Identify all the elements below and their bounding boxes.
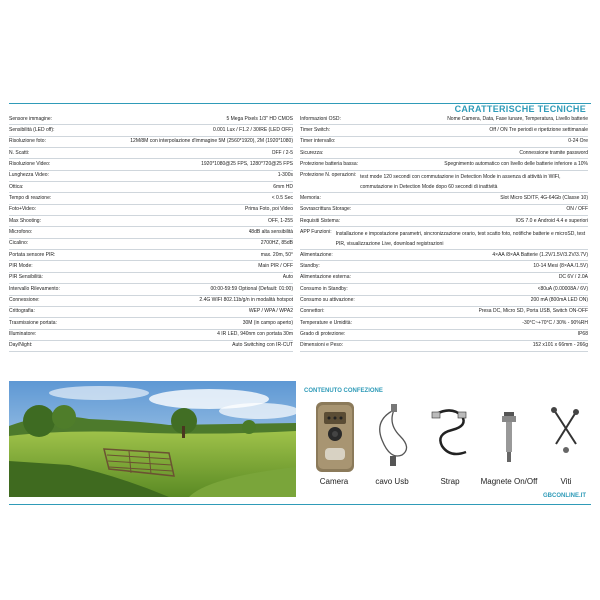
website-label: GBCONLINE.IT xyxy=(543,493,586,499)
package-title: CONTENUTO CONFEZIONE xyxy=(304,388,383,394)
package-item-label: Magnete On/Off xyxy=(480,477,538,486)
spec-value: ON / OFF xyxy=(566,206,588,213)
spec-row xyxy=(9,205,293,216)
strap-icon xyxy=(422,400,478,475)
spec-value: 00:00-59:59 Optional (Default: 01:00) xyxy=(210,285,293,292)
spec-label: N. Scatti: xyxy=(9,149,30,156)
spec-label: Trasmissione portata: xyxy=(9,319,57,326)
spec-value: Slot Micro SD/TF, 4G-64Gb (Classe 10) xyxy=(500,195,588,201)
spec-row xyxy=(300,250,588,261)
spec-value: DC 6V / 2.0A xyxy=(558,274,588,281)
spec-label: Max Shooting: xyxy=(9,217,41,224)
spec-row xyxy=(9,148,293,159)
spec-label: Grado di protezione: xyxy=(300,331,346,338)
spec-label: Day/Night: xyxy=(9,342,33,349)
package-item-label: cavo Usb xyxy=(375,477,409,486)
magnet-icon xyxy=(478,400,540,475)
spec-value: 10-14 Mesi (8×AA /1.5V) xyxy=(533,263,588,270)
spec-row xyxy=(9,261,293,272)
spec-row xyxy=(9,250,293,261)
package-item-usb-cable xyxy=(364,400,420,496)
spec-label: Connettori: xyxy=(300,308,325,315)
package-item-label: Strap xyxy=(440,477,460,486)
spec-row xyxy=(300,205,588,216)
spec-row xyxy=(9,193,293,204)
spec-label: Crittografia: xyxy=(9,308,35,315)
spec-label: Tempo di reazione: xyxy=(9,195,52,201)
spec-label: Consumo su attivazione: xyxy=(300,297,355,304)
spec-row xyxy=(9,159,293,170)
spec-label: Alimentazione: xyxy=(300,251,333,258)
right-specs-table xyxy=(300,114,588,352)
spec-value: Connessione tramite password xyxy=(519,149,588,156)
spec-value: OFF, 1-255 xyxy=(267,217,293,224)
spec-row xyxy=(9,114,293,125)
spec-label: APP Funzioni: xyxy=(300,229,332,236)
spec-row xyxy=(9,284,293,295)
spec-row xyxy=(300,159,588,170)
spec-value: Prima Foto, poi Video xyxy=(245,206,293,213)
package-items xyxy=(304,400,590,496)
spec-label: Risoluzione foto: xyxy=(9,138,46,145)
spec-row xyxy=(300,227,588,250)
package-item-screws xyxy=(542,400,590,496)
spec-value: IP68 xyxy=(577,331,588,338)
spec-row xyxy=(300,296,588,307)
spec-label: Sensibilità (LED off): xyxy=(9,126,55,133)
spec-value: Auto xyxy=(282,274,293,281)
spec-value: Spegnimento automatico con livello delle batterie inferiore a 10% xyxy=(444,160,588,167)
spec-label: Sensore immagine: xyxy=(9,115,53,122)
spec-row xyxy=(300,307,588,318)
spec-value: 200 mA (800mA LED ON) xyxy=(530,297,588,304)
spec-row xyxy=(300,341,588,352)
spec-value: 48dB alta sensibilità xyxy=(248,229,293,236)
spec-row xyxy=(300,216,588,227)
left-specs-table xyxy=(9,114,293,352)
spec-row xyxy=(9,227,293,238)
spec-label: Illuminatore: xyxy=(9,331,37,338)
spec-row xyxy=(9,216,293,227)
package-item-magnet xyxy=(478,400,540,496)
spec-label: Microfono: xyxy=(9,229,33,236)
spec-label: Memoria: xyxy=(300,195,321,201)
spec-label: Risoluzione Video: xyxy=(9,160,51,167)
spec-label: Alimentazione esterna: xyxy=(300,274,351,281)
spec-value: -30°C~+70°C / 30% - 90%RH xyxy=(522,319,588,326)
spec-value: 4×AA /8×AA Batterie (1.2V/1.5V/3.2V/3.7V) xyxy=(492,251,588,258)
spec-label: Protezione batteria bassa: xyxy=(300,160,359,167)
spec-value: Main PIR / OFF xyxy=(258,263,293,270)
spec-row xyxy=(300,318,588,329)
spec-row xyxy=(300,137,588,148)
spec-value: 0-24 Ore xyxy=(568,138,588,145)
spec-value: 1-300s xyxy=(277,172,293,179)
spec-value: 6mm HD xyxy=(273,183,293,190)
spec-row xyxy=(300,273,588,284)
spec-row xyxy=(9,125,293,136)
spec-value: 2700HZ, 85dB xyxy=(260,240,293,247)
spec-value: Off / ON Tre periodi e ripetizione settimanale xyxy=(489,126,588,133)
page-title: CARATTERISCHE TECNICHE xyxy=(454,104,586,114)
spec-row xyxy=(300,284,588,295)
spec-row xyxy=(9,182,293,193)
spec-value: 152 x101 x 66mm - 266g xyxy=(532,342,588,349)
screws-icon xyxy=(542,400,590,475)
spec-label: Sovrascrittura Storage: xyxy=(300,206,352,213)
spec-value: 1920*1080@25 FPS, 1280*720@25 FPS xyxy=(201,160,293,167)
usb-cable-icon xyxy=(364,400,420,475)
spec-row xyxy=(300,261,588,272)
spec-row xyxy=(9,341,293,352)
spec-row xyxy=(9,137,293,148)
spec-value: 12M/8M con interpolazione d'immagine 5M (2560*1920), 2M (1920*1080) xyxy=(130,138,293,145)
spec-label: Protezione N. operazioni: xyxy=(300,172,357,179)
spec-value: IOS 7.0 e Android 4.4 e superiori xyxy=(515,217,588,224)
spec-label: Standby: xyxy=(300,263,320,270)
spec-value: 30M (in campo aperto) xyxy=(242,319,293,326)
spec-label: Timer intervallo: xyxy=(300,138,336,145)
package-item-camera xyxy=(306,400,362,496)
spec-label: Ottica: xyxy=(9,183,24,190)
spec-value: Installazione e impostazione parametri, sincronizzazione orario, test scatto foto, notifiche batterie e microSD, test PIR, visualizzazione Live, download registrazioni xyxy=(335,231,586,248)
spec-label: PIR Mode: xyxy=(9,263,33,270)
spec-value: Presa DC, Micro SD, Porta USB, Switch ON-OFF xyxy=(478,308,588,315)
spec-row xyxy=(9,307,293,318)
spec-row xyxy=(300,114,588,125)
spec-value: max. 20m, 50° xyxy=(260,251,293,258)
spec-row xyxy=(300,193,588,204)
spec-label: Lunghezza Video: xyxy=(9,172,49,179)
spec-row xyxy=(9,318,293,329)
spec-label: Sicurezza: xyxy=(300,149,324,156)
spec-row xyxy=(9,296,293,307)
spec-value: 4 IR LED, 940nm con portata 30m xyxy=(217,331,293,338)
spec-label: Foto+Video: xyxy=(9,206,37,213)
spec-row xyxy=(300,171,588,194)
spec-value: Nome Camera, Data, Fase lunare, Temperatura, Livello batterie xyxy=(447,115,588,122)
spec-row xyxy=(300,125,588,136)
package-item-strap xyxy=(422,400,478,496)
spec-value: OFF / 2-5 xyxy=(271,149,293,156)
spec-label: Connessione: xyxy=(9,297,40,304)
spec-label: PIR Sensibilità: xyxy=(9,274,43,281)
spec-value: Auto Switching con IR-CUT xyxy=(232,342,293,349)
spec-label: Requisiti Sistema: xyxy=(300,217,341,224)
spec-row xyxy=(9,330,293,341)
spec-row xyxy=(9,273,293,284)
spec-label: Informazioni OSD: xyxy=(300,115,341,122)
bottom-rule xyxy=(9,504,591,505)
landscape-photo xyxy=(9,381,296,497)
spec-label: Dimensioni e Peso: xyxy=(300,342,344,349)
spec-label: Intervallo Rilevamento: xyxy=(9,285,60,292)
trail-camera-icon xyxy=(306,400,362,475)
spec-label: Consumo in Standby: xyxy=(300,285,348,292)
spec-value: test mode 120 secondi con commutazione in Detection Mode in assenza di attività in WIFI, commutazione in Detection Mode dopo 60 secondi di inattività xyxy=(360,174,561,191)
package-item-label: Viti xyxy=(560,477,572,486)
spec-row xyxy=(9,171,293,182)
spec-row xyxy=(300,330,588,341)
spec-value: <80uA (0.00008A / 6V) xyxy=(537,285,588,292)
spec-label: Timer Switch: xyxy=(300,126,331,133)
spec-row xyxy=(9,239,293,250)
spec-value: 2.4G WIFI 802.11b/g/n in modalità hotspot xyxy=(199,297,293,304)
spec-label: Temperature e Umidità: xyxy=(300,319,352,326)
spec-label: Portata sensore PIR: xyxy=(9,251,56,258)
spec-value: 5 Mega Pixels 1/3" HD CMOS xyxy=(226,115,293,122)
spec-label: Cicalino: xyxy=(9,240,29,247)
spec-value: 0.001 Lux / F1.2 / 30IRE (LED OFF) xyxy=(212,126,293,133)
package-item-label: Camera xyxy=(319,477,349,486)
spec-value: < 0.5 Sec xyxy=(271,195,293,201)
spec-row xyxy=(300,148,588,159)
spec-value: WEP / WPA / WPA2 xyxy=(248,308,293,315)
